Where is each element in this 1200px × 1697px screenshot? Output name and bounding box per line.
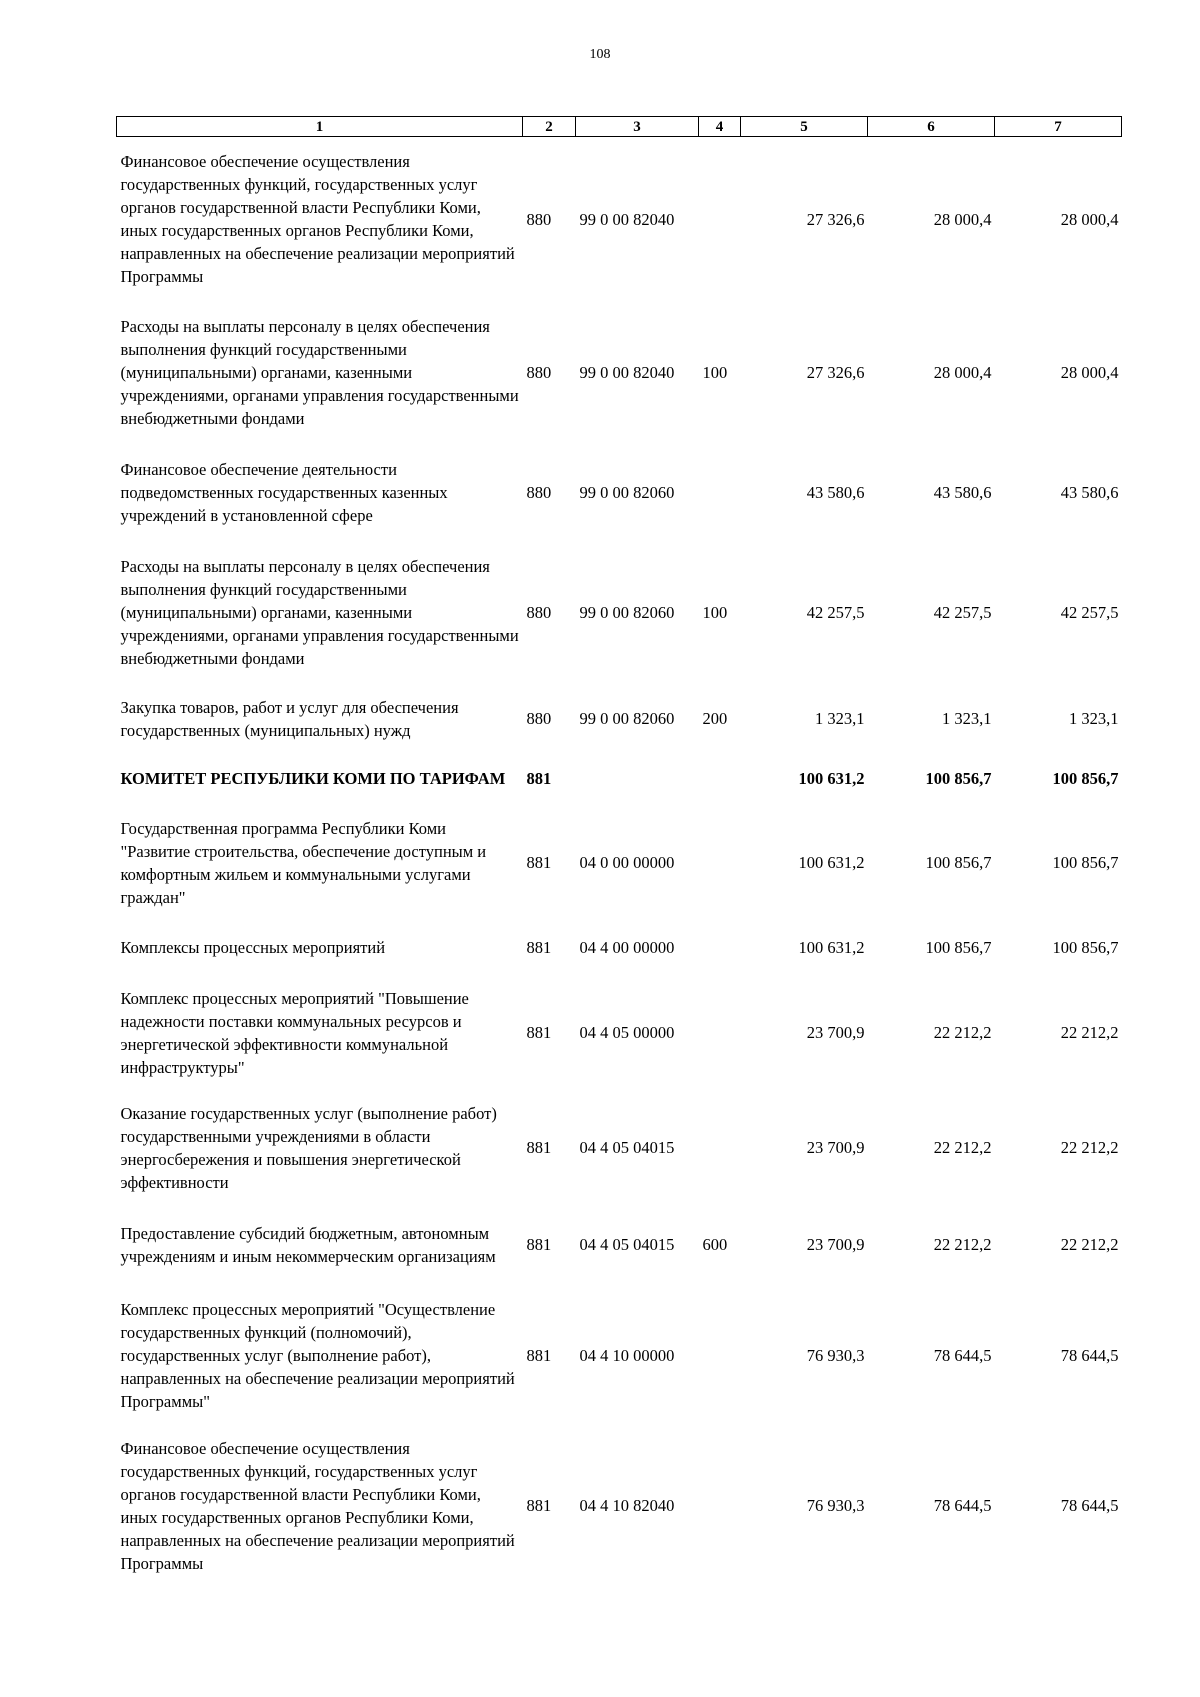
row-ministry-code: 881 [526, 1496, 552, 1515]
row-name: Финансовое обеспечение осуществления государственных функций, государственных услуг органов государственной власти Республики Коми, иных государственных органов Республики Коми, направленных на обеспечение реализации мероприятий Программы [120, 152, 515, 287]
table-row [117, 922, 1122, 974]
row-name: Расходы на выплаты персоналу в целях обеспечения выполнения функций государственными (муниципальными) органами, казенными учреждениями, органами управления государственными внебюджетными фондами [120, 557, 519, 668]
row-value-6: 1 323,1 [942, 709, 992, 728]
row-value-5: 27 326,6 [806, 363, 865, 382]
row-ministry-code: 881 [526, 1235, 552, 1254]
row-value-5: 43 580,6 [806, 483, 865, 502]
table-row [117, 974, 1122, 1092]
row-expense-kind [699, 754, 741, 804]
row-target-code: 04 4 10 82040 [579, 1496, 675, 1515]
row-expense-kind [699, 1426, 741, 1586]
row-expense-kind [699, 137, 741, 302]
row-value-6: 28 000,4 [933, 209, 992, 229]
row-name: Финансовое обеспечение деятельности подведомственных государственных казенных учреждений в установленной сфере [120, 460, 448, 525]
row-value-6: 22 212,2 [933, 1023, 992, 1042]
row-expense-kind [699, 444, 741, 542]
row-ministry-code: 880 [526, 709, 552, 728]
row-name: Закупка товаров, работ и услуг для обеспечения государственных (муниципальных) нужд [120, 697, 459, 740]
row-name: Предоставление субсидий бюджетным, автономным учреждениям и иным некоммерческим организациям [120, 1223, 496, 1266]
table-row [117, 684, 1122, 754]
table-row [117, 1092, 1122, 1204]
row-value-7: 100 856,7 [1052, 853, 1119, 872]
row-value-6: 22 212,2 [933, 1138, 992, 1157]
row-value-6: 42 257,5 [933, 603, 992, 622]
column-header-6: 6 [868, 117, 995, 137]
column-header-7: 7 [995, 117, 1122, 137]
row-target-code: 04 4 10 00000 [579, 1346, 675, 1365]
row-expense-kind: 200 [702, 709, 728, 728]
table-row [117, 1426, 1122, 1586]
row-value-5: 23 700,9 [806, 1023, 865, 1042]
row-ministry-code: 880 [526, 363, 552, 382]
row-value-5: 23 700,9 [806, 1138, 865, 1157]
table-row [117, 542, 1122, 684]
row-name: Государственная программа Республики Коми "Развитие строительства, обеспечение доступным и комфортным жильем и коммунальными услугами граждан" [120, 818, 487, 907]
row-target-code: 99 0 00 82040 [579, 209, 675, 229]
table-row [117, 444, 1122, 542]
row-target-code: 04 0 00 00000 [579, 853, 675, 872]
row-target-code: 99 0 00 82060 [579, 603, 675, 622]
row-value-7: 78 644,5 [1060, 1496, 1119, 1515]
row-value-7: 42 257,5 [1060, 603, 1119, 622]
row-value-7: 22 212,2 [1060, 1138, 1119, 1157]
row-value-6: 28 000,4 [933, 363, 992, 382]
row-ministry-code: 881 [526, 1023, 552, 1042]
row-name: Комплексы процессных мероприятий [120, 938, 386, 957]
row-expense-kind: 100 [702, 363, 728, 382]
row-target-code: 99 0 00 82040 [579, 363, 675, 382]
row-value-5: 100 631,2 [798, 938, 865, 957]
row-value-5: 100 631,2 [798, 769, 865, 788]
row-ministry-code: 880 [526, 483, 552, 502]
column-header-1: 1 [117, 117, 523, 137]
table-row [117, 804, 1122, 922]
row-expense-kind: 600 [702, 1235, 728, 1254]
row-value-7: 78 644,5 [1060, 1346, 1119, 1365]
row-value-7: 100 856,7 [1052, 938, 1119, 957]
row-expense-kind [699, 1286, 741, 1426]
column-header-5: 5 [741, 117, 868, 137]
row-value-5: 23 700,9 [806, 1235, 865, 1254]
row-target-code: 99 0 00 82060 [579, 709, 675, 728]
row-expense-kind [699, 922, 741, 974]
row-name: Расходы на выплаты персоналу в целях обеспечения выполнения функций государственными (муниципальными) органами, казенными учреждениями, органами управления государственными внебюджетными фондами [120, 317, 519, 428]
row-ministry-code: 880 [526, 603, 552, 622]
row-name: Оказание государственных услуг (выполнение работ) государственными учреждениями в области энергосбережения и повышения энергетической эффективности [120, 1103, 497, 1192]
column-header-2: 2 [523, 117, 576, 137]
row-value-6: 100 856,7 [925, 769, 992, 788]
table-header-row [117, 117, 1122, 137]
row-value-7: 28 000,4 [1060, 209, 1119, 229]
row-value-7: 28 000,4 [1060, 363, 1119, 382]
row-ministry-code: 881 [526, 769, 552, 788]
row-target-code: 04 4 05 04015 [579, 1235, 675, 1254]
row-expense-kind [699, 1092, 741, 1204]
row-value-7: 22 212,2 [1060, 1023, 1119, 1042]
row-value-7: 43 580,6 [1060, 483, 1119, 502]
row-name: Финансовое обеспечение осуществления государственных функций, государственных услуг органов государственной власти Республики Коми, иных государственных органов Республики Коми, направленных на обеспечение реализации мероприятий Программы [120, 1438, 515, 1573]
row-expense-kind: 100 [702, 603, 728, 622]
row-value-6: 78 644,5 [933, 1346, 992, 1365]
row-ministry-code: 881 [526, 1138, 552, 1157]
column-header-3: 3 [576, 117, 699, 137]
row-target-code: 99 0 00 82060 [579, 483, 675, 502]
row-value-5: 100 631,2 [798, 853, 865, 872]
row-value-5: 42 257,5 [806, 603, 865, 622]
row-value-7: 1 323,1 [1069, 709, 1119, 728]
row-name: КОМИТЕТ РЕСПУБЛИКИ КОМИ ПО ТАРИФАМ [120, 769, 506, 788]
row-value-6: 100 856,7 [925, 853, 992, 872]
row-target-code [576, 754, 699, 804]
row-value-6: 78 644,5 [933, 1496, 992, 1515]
row-value-5: 76 930,3 [806, 1496, 865, 1515]
row-ministry-code: 881 [526, 938, 552, 957]
row-expense-kind [699, 974, 741, 1092]
row-value-7: 100 856,7 [1052, 769, 1119, 788]
row-value-5: 1 323,1 [815, 709, 865, 728]
row-value-5: 76 930,3 [806, 1346, 865, 1365]
page-number: 108 [589, 47, 611, 62]
row-target-code: 04 4 00 00000 [579, 938, 675, 957]
row-value-6: 43 580,6 [933, 483, 992, 502]
table-row [117, 137, 1122, 302]
row-expense-kind [699, 804, 741, 922]
row-value-7: 22 212,2 [1060, 1235, 1119, 1254]
column-header-4: 4 [699, 117, 741, 137]
table-row [117, 1204, 1122, 1286]
row-target-code: 04 4 05 00000 [579, 1023, 675, 1042]
row-value-6: 100 856,7 [925, 938, 992, 957]
table-row [117, 302, 1122, 444]
row-value-6: 22 212,2 [933, 1235, 992, 1254]
row-ministry-code: 881 [526, 853, 552, 872]
row-ministry-code: 880 [526, 209, 552, 229]
row-target-code: 04 4 05 04015 [579, 1138, 675, 1157]
row-value-5: 27 326,6 [806, 209, 865, 229]
table-row [117, 754, 1122, 804]
row-ministry-code: 881 [526, 1346, 552, 1365]
row-name: Комплекс процессных мероприятий "Осуществление государственных функций (полномочий), государственных услуг (выполнение работ), направленных на обеспечение реализации мероприятий Программы" [120, 1300, 515, 1411]
budget-table [116, 116, 1122, 1586]
table-row [117, 1286, 1122, 1426]
row-name: Комплекс процессных мероприятий "Повышение надежности поставки коммунальных ресурсов и энергетической эффективности коммунальной инфраструктуры" [120, 988, 469, 1077]
